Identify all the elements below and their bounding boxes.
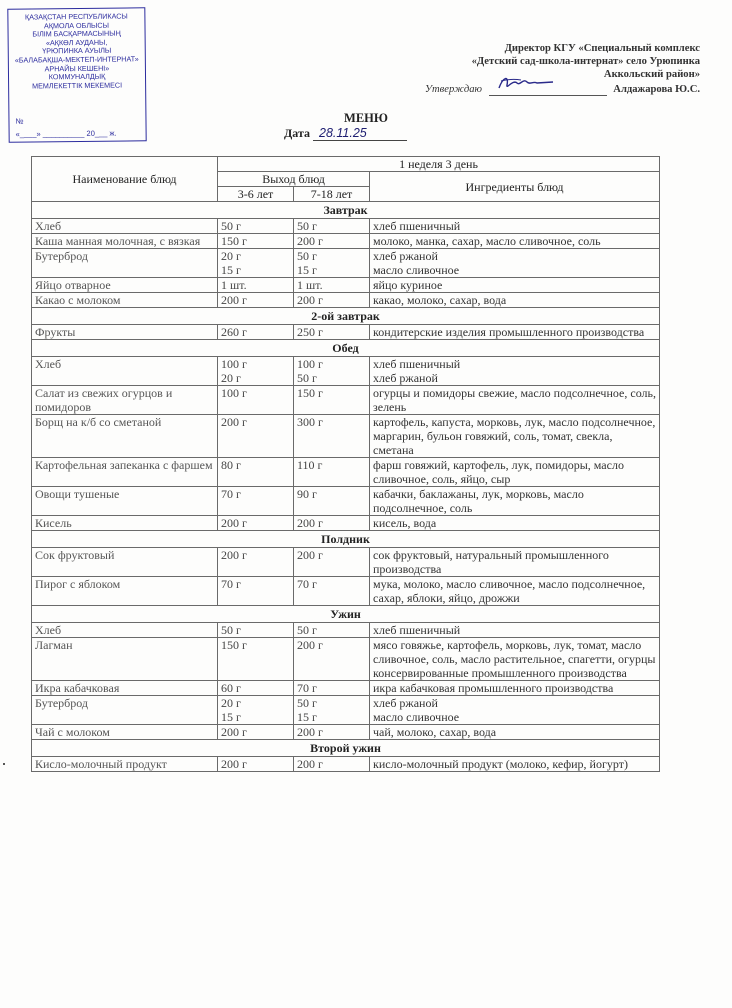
portion-7-18: 100 г 50 г: [294, 357, 370, 386]
scan-speck: [3, 763, 5, 765]
ingredients: хлеб пшеничный хлеб ржаной: [370, 357, 660, 386]
portion-3-6: 200 г: [218, 293, 294, 308]
meal-section-title: Полдник: [32, 531, 660, 548]
table-row: [32, 725, 660, 740]
dish-name: Хлеб: [32, 357, 218, 386]
portion-7-18: 200 г: [294, 293, 370, 308]
ingredients: сок фруктовый, натуральный промышленного производства: [370, 548, 660, 577]
portion-3-6: 1 шт.: [218, 278, 294, 293]
approve-label: Утверждаю: [424, 83, 482, 95]
portion-7-18: 70 г: [294, 681, 370, 696]
date-row: [284, 126, 407, 141]
dish-name: Бутерброд: [32, 696, 218, 725]
dish-name: Кисель: [32, 516, 218, 531]
dish-name: Хлеб: [32, 219, 218, 234]
portion-7-18: 250 г: [294, 325, 370, 340]
table-row: [32, 696, 660, 725]
portion-3-6: 50 г: [218, 219, 294, 234]
table-row: [32, 548, 660, 577]
dish-name: Овощи тушеные: [32, 487, 218, 516]
ingredients: икра кабачковая промышленного производства: [370, 681, 660, 696]
ingredients: какао, молоко, сахар, вода: [370, 293, 660, 308]
portion-3-6: 70 г: [218, 487, 294, 516]
meal-section-row: [32, 340, 660, 357]
header-ingredients: Ингредиенты блюд: [370, 172, 660, 202]
ingredients: хлеб пшеничный: [370, 623, 660, 638]
header-age-3-6: 3-6 лет: [218, 187, 294, 202]
portion-3-6: 100 г: [218, 386, 294, 415]
portion-7-18: 70 г: [294, 577, 370, 606]
portion-7-18: 110 г: [294, 458, 370, 487]
director-name: Алдажарова Ю.С.: [613, 83, 700, 95]
meal-section-row: [32, 202, 660, 219]
meal-section-row: [32, 606, 660, 623]
portion-7-18: 200 г: [294, 516, 370, 531]
header-age-7-18: 7-18 лет: [294, 187, 370, 202]
table-row: [32, 487, 660, 516]
table-row: [32, 249, 660, 278]
menu-body: [32, 202, 660, 772]
ingredients: кабачки, баклажаны, лук, морковь, масло подсолнечное, соль: [370, 487, 660, 516]
approval-line-1: Директор КГУ «Специальный комплекс: [504, 43, 700, 54]
portion-3-6: 20 г 15 г: [218, 249, 294, 278]
ingredients: мясо говяжье, картофель, морковь, лук, томат, масло сливочное, соль, масло растительное, спагетти, огурцы консервированные промышленного производства: [370, 638, 660, 681]
portion-3-6: 200 г: [218, 415, 294, 458]
table-row: [32, 757, 660, 772]
portion-7-18: 50 г: [294, 219, 370, 234]
dish-name: Сок фруктовый: [32, 548, 218, 577]
table-row: [32, 638, 660, 681]
meal-section-row: [32, 308, 660, 325]
signature-line: [489, 83, 607, 96]
table-row: [32, 325, 660, 340]
portion-3-6: 50 г: [218, 623, 294, 638]
meal-section-row: [32, 740, 660, 757]
dish-name: Картофельная запеканка с фаршем: [32, 458, 218, 487]
portion-7-18: 200 г: [294, 548, 370, 577]
table-row: [32, 577, 660, 606]
portion-3-6: 200 г: [218, 516, 294, 531]
signature-image: [495, 73, 559, 93]
table-row: [32, 234, 660, 249]
stamp-line: АРНАЙЫ КЕШЕНІ»: [44, 63, 110, 73]
dish-name: Икра кабачковая: [32, 681, 218, 696]
meal-section-title: Второй ужин: [32, 740, 660, 757]
portion-7-18: 50 г 15 г: [294, 249, 370, 278]
portion-7-18: 200 г: [294, 638, 370, 681]
dish-name: Каша манная молочная, с вязкая: [32, 234, 218, 249]
portion-3-6: 200 г: [218, 757, 294, 772]
portion-3-6: 20 г 15 г: [218, 696, 294, 725]
ingredients: мука, молоко, масло сливочное, масло подсолнечное, сахар, яблоки, яйцо, дрожжи: [370, 577, 660, 606]
portion-7-18: 200 г: [294, 234, 370, 249]
portion-3-6: 70 г: [218, 577, 294, 606]
stamp-text: [10, 12, 143, 91]
stamp-line: АҚМОЛА ОБЛЫСЫ: [43, 20, 109, 30]
date-value: 28.11.25: [313, 126, 407, 141]
portion-7-18: 50 г: [294, 623, 370, 638]
portion-7-18: 50 г 15 г: [294, 696, 370, 725]
portion-7-18: 300 г: [294, 415, 370, 458]
approval-line-3: Аккольский район»: [603, 69, 700, 81]
stamp-line: «АҚКӨЛ АУДАНЫ,: [45, 37, 108, 48]
table-row: [32, 293, 660, 308]
header-dish-name: Наименование блюд: [32, 157, 218, 202]
table-row: [32, 458, 660, 487]
dish-name: Хлеб: [32, 623, 218, 638]
portion-3-6: 100 г 20 г: [218, 357, 294, 386]
portion-7-18: 1 шт.: [294, 278, 370, 293]
meal-section-title: Обед: [32, 340, 660, 357]
approval-line-2: «Детский сад-школа-интернат» село Урюпинка: [471, 56, 700, 68]
approval-block: [425, 42, 700, 96]
ingredients: хлеб ржаной масло сливочное: [370, 249, 660, 278]
dish-name: Лагман: [32, 638, 218, 681]
stamp-date-line: «____» __________ 20___ ж.: [15, 128, 117, 139]
stamp-line: «БАЛАБАҚША-МЕКТЕП-ИНТЕРНАТ»: [14, 54, 139, 65]
meal-section-title: Ужин: [32, 606, 660, 623]
ingredients: кондитерские изделия промышленного производства: [370, 325, 660, 340]
ingredients: кисло-молочный продукт (молоко, кефир, йогурт): [370, 757, 660, 772]
portion-7-18: 200 г: [294, 757, 370, 772]
dish-name: Бутерброд: [32, 249, 218, 278]
table-row: [32, 219, 660, 234]
stamp-line: КОММУНАЛДЫҚ: [48, 71, 106, 82]
ingredients: кисель, вода: [370, 516, 660, 531]
portion-3-6: 150 г: [218, 234, 294, 249]
dish-name: Какао с молоком: [32, 293, 218, 308]
table-row: [32, 357, 660, 386]
dish-name: Борщ на к/б со сметаной: [32, 415, 218, 458]
stamp-line: ҮРЮПИНКА АУЫЛЫ: [42, 46, 112, 56]
page-title: МЕНЮ: [344, 111, 388, 125]
header-week-day: 1 неделя 3 день: [218, 157, 660, 172]
ingredients: хлеб ржаной масло сливочное: [370, 696, 660, 725]
dish-name: Чай с молоком: [32, 725, 218, 740]
portion-7-18: 90 г: [294, 487, 370, 516]
ingredients: фарш говяжий, картофель, лук, помидоры, масло сливочное, соль, яйцо, сыр: [370, 458, 660, 487]
table-row: [32, 415, 660, 458]
ingredients: чай, молоко, сахар, вода: [370, 725, 660, 740]
approval-signature-row: [425, 83, 700, 96]
header-yield: Выход блюд: [218, 172, 370, 187]
table-row: [32, 516, 660, 531]
table-row: [32, 623, 660, 638]
stamp-line: БІЛІМ БАСҚАРМАСЫНЫҢ: [32, 28, 121, 39]
menu-table: [31, 156, 660, 772]
meal-section-title: Завтрак: [32, 202, 660, 219]
ingredients: картофель, капуста, морковь, лук, масло подсолнечное, маргарин, бульон говяжий, соль, томат, свекла, сметана: [370, 415, 660, 458]
portion-3-6: 260 г: [218, 325, 294, 340]
portion-7-18: 200 г: [294, 725, 370, 740]
table-row: [32, 681, 660, 696]
portion-3-6: 200 г: [218, 548, 294, 577]
dish-name: Фрукты: [32, 325, 218, 340]
table-row: [32, 278, 660, 293]
dish-name: Кисло-молочный продукт: [32, 757, 218, 772]
dish-name: Яйцо отварное: [32, 278, 218, 293]
meal-section-title: 2-ой завтрак: [32, 308, 660, 325]
portion-7-18: 150 г: [294, 386, 370, 415]
portion-3-6: 200 г: [218, 725, 294, 740]
portion-3-6: 60 г: [218, 681, 294, 696]
stamp-line: МЕМЛЕКЕТТІК МЕКЕМЕСІ: [32, 80, 123, 91]
stamp-line: ҚАЗАҚСТАН РЕСПУБЛИКАСЫ: [24, 11, 128, 22]
ingredients: хлеб пшеничный: [370, 219, 660, 234]
ingredients: молоко, манка, сахар, масло сливочное, соль: [370, 234, 660, 249]
dish-name: Салат из свежих огурцов и помидоров: [32, 386, 218, 415]
ingredients: огурцы и помидоры свежие, масло подсолнечное, соль, зелень: [370, 386, 660, 415]
portion-3-6: 80 г: [218, 458, 294, 487]
date-label: Дата: [284, 126, 310, 140]
dish-name: Пирог с яблоком: [32, 577, 218, 606]
portion-3-6: 150 г: [218, 638, 294, 681]
table-row: [32, 386, 660, 415]
stamp-number-label: №: [15, 116, 24, 126]
meal-section-row: [32, 531, 660, 548]
ingredients: яйцо куриное: [370, 278, 660, 293]
